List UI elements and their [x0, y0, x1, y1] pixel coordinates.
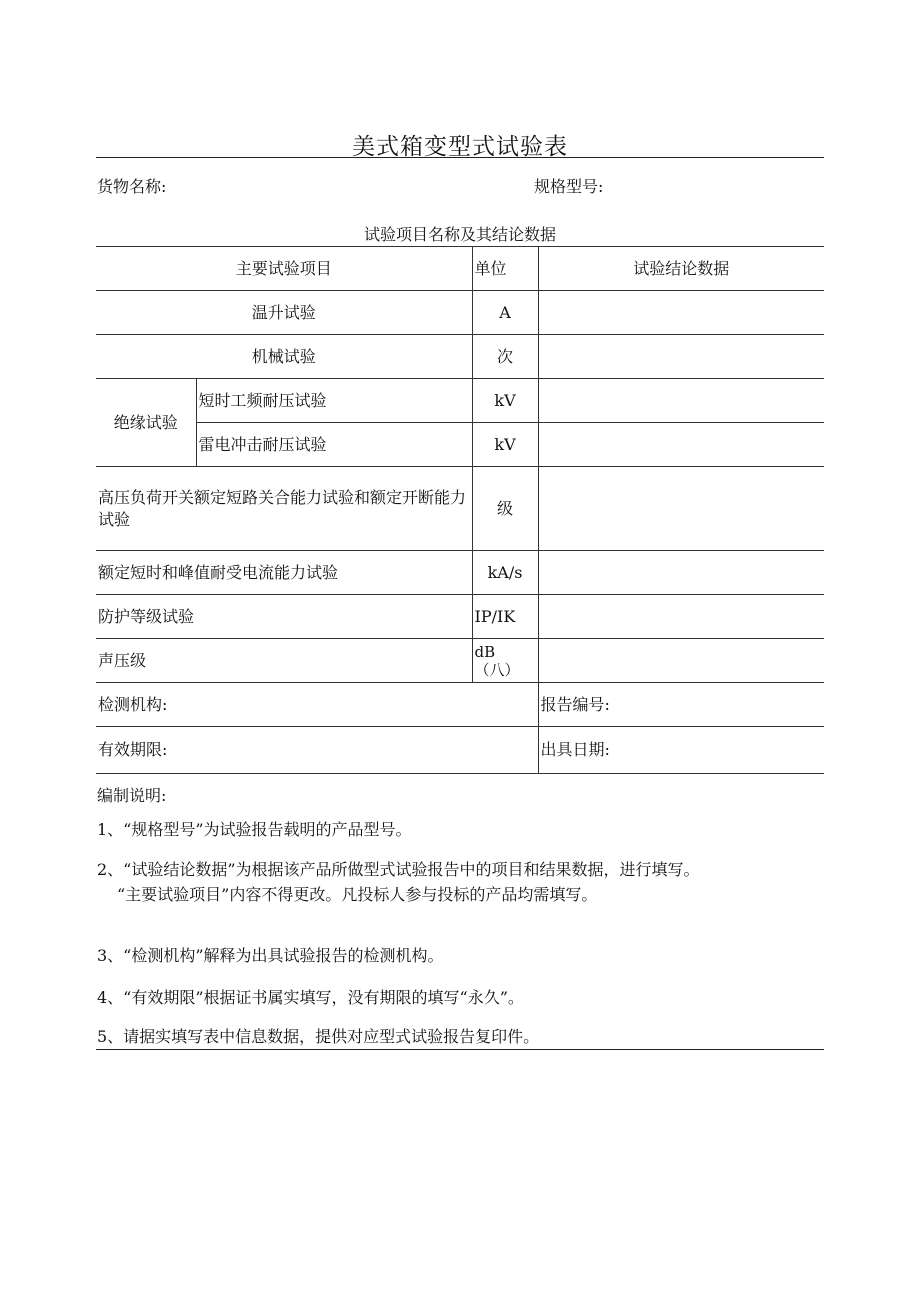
- table-row: [96, 639, 824, 683]
- col-header-unit: 单位: [472, 247, 538, 291]
- bottom-divider: [96, 1049, 824, 1050]
- table-row: [96, 379, 824, 423]
- table-row: [96, 551, 824, 595]
- result-temp-rise[interactable]: [538, 291, 824, 335]
- unit-short-time: kA/s: [472, 551, 538, 595]
- unit-mechanical: 次: [472, 335, 538, 379]
- note-1: 1、“规格型号”为试验报告载明的产品型号。: [97, 820, 412, 839]
- unit-power-freq: kV: [472, 379, 538, 423]
- unit-sound: [472, 639, 538, 683]
- unit-lightning: kV: [472, 423, 538, 467]
- goods-name-label: 货物名称:: [97, 177, 167, 196]
- item-mechanical: 机械试验: [96, 335, 472, 379]
- issue-date-label: 出具日期:: [538, 727, 824, 774]
- unit-temp-rise: A: [472, 291, 538, 335]
- col-header-item: 主要试验项目: [96, 247, 472, 291]
- report-no-label: 报告编号:: [538, 683, 824, 727]
- table-row: [96, 727, 824, 774]
- test-table: [96, 246, 824, 774]
- item-temp-rise: 温升试验: [96, 291, 472, 335]
- note-2b: “主要试验项目”内容不得更改。凡投标人参与投标的产品均需填写。: [117, 885, 598, 904]
- page-title: 美式箱变型式试验表: [352, 134, 568, 160]
- table-row: [96, 595, 824, 639]
- item-power-freq: 短时工频耐压试验: [196, 379, 472, 423]
- result-load-switch[interactable]: [538, 467, 824, 551]
- unit-sound-line2: （八）: [474, 660, 520, 679]
- item-protection: 防护等级试验: [96, 595, 472, 639]
- table-row: [96, 423, 824, 467]
- section-title: 试验项目名称及其结论数据: [363, 225, 556, 244]
- result-short-time[interactable]: [538, 551, 824, 595]
- result-mechanical[interactable]: [538, 335, 824, 379]
- inst-label: 检测机构:: [96, 683, 538, 727]
- table-header-row: [96, 247, 824, 291]
- result-sound[interactable]: [538, 639, 824, 683]
- col-header-result: 试验结论数据: [538, 247, 824, 291]
- unit-sound-line1: dB: [474, 642, 496, 661]
- note-2a: 2、“试验结论数据”为根据该产品所做型式试验报告中的项目和结果数据，进行填写。: [97, 860, 700, 879]
- note-5: 5、请据实填写表中信息数据，提供对应型式试验报告复印件。: [97, 1027, 540, 1046]
- model-label: 规格型号:: [534, 177, 604, 196]
- result-lightning[interactable]: [538, 423, 824, 467]
- table-row: [96, 335, 824, 379]
- unit-load-switch: 级: [472, 467, 538, 551]
- item-sound: 声压级: [96, 639, 472, 683]
- notes-heading: 编制说明:: [97, 786, 167, 805]
- note-4: 4、“有效期限”根据证书属实填写，没有期限的填写“永久”。: [97, 988, 524, 1007]
- result-power-freq[interactable]: [538, 379, 824, 423]
- item-insulation-group: 绝缘试验: [96, 379, 196, 467]
- table-row: [96, 683, 824, 727]
- item-lightning: 雷电冲击耐压试验: [196, 423, 472, 467]
- validity-label: 有效期限:: [96, 727, 538, 774]
- table-row: [96, 467, 824, 551]
- item-short-time: 额定短时和峰值耐受电流能力试验: [96, 551, 472, 595]
- title-divider: [96, 157, 824, 158]
- item-load-switch: 高压负荷开关额定短路关合能力试验和额定开断能力试验: [96, 467, 472, 551]
- table-row: [96, 291, 824, 335]
- note-3: 3、“检测机构”解释为出具试验报告的检测机构。: [97, 946, 444, 965]
- result-protection[interactable]: [538, 595, 824, 639]
- unit-protection: IP/IK: [472, 595, 538, 639]
